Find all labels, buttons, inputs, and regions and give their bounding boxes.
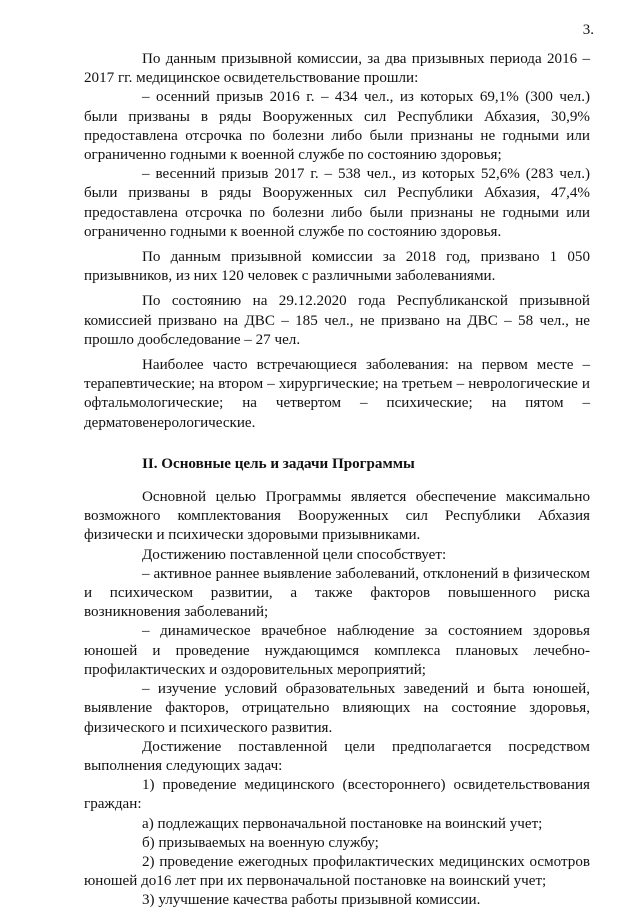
list-item-monitoring: – динамическое врачебное наблюдение за состоянием здоровья юношей и проведение нуждающимся комплекса плановых лечебно-профилактических и оздоровительных мероприятий; [84,623,590,678]
paragraph-goal-factors: Достижению поставленной цели способствует: [142,546,447,563]
paragraph-draft-2018: По данным призывной комиссии за 2018 год, призвано 1 050 призывников, из них 120 человек с различными заболеваниями. [84,249,590,285]
task-item-1a: а) подлежащих первоначальной постановке на воинский учет; [142,815,543,832]
paragraph-status-2020: По состоянию на 29.12.2020 года Республиканской призывной комиссией призвано на ДВС – 185 чел., не призвано на ДВС – 58 чел., не прошло дообследование – 27 чел. [84,293,590,348]
paragraph-tasks-intro: Достижение поставленной цели предполагается посредством выполнения следующих задач: [84,738,590,774]
section-heading: II. Основные цель и задачи Программы [142,455,415,472]
paragraph-autumn-draft-2016: – осенний призыв 2016 г. – 434 чел., из которых 69,1% (300 чел.) были призваны в ряды Вооруженных сил Республики Абхазия, 30,9% предоставлена отсрочка по болезни либо были признаны не годными или ограниченно годными к военной службе по состоянию здоровья; [84,89,590,164]
paragraph-spring-draft-2017: – весенний призыв 2017 г. – 538 чел., из которых 52,6% (283 чел.) были призваны в ряды Вооруженных сил Республики Абхазия, 47,4% предоставлена отсрочка по болезни либо были признаны не годными или ограниченно годными к военной службе по состоянию здоровья. [84,166,590,240]
paragraph-commission-intro: По данным призывной комиссии, за два призывных периода 2016 – 2017 гг. медицинское освидетельствование прошли: [84,51,590,87]
list-item-early-detection: – активное раннее выявление заболеваний, отклонений в физическом и психическом развитии, а также факторов повышенного риска возникновения заболеваний; [84,565,590,621]
task-item-1: 1) проведение медицинского (всестороннего) освидетельствования граждан: [84,777,590,813]
paragraph-common-diseases: Наиболее часто встречающиеся заболевания: на первом месте – терапевтические; на втором – хирургические; на третьем – неврологические и офтальмологические; на четвертом – психические; на пятом – дерматовенерологические. [84,357,590,431]
paragraph-main-goal: Основной целью Программы является обеспечение максимально возможного комплектования Вооруженных сил Республики Абхазия физически и психически здоровыми призывниками. [84,489,590,544]
task-item-2: 2) проведение ежегодных профилактических медицинских осмотров юношей до16 лет при их первоначальной постановке на воинский учет; [84,853,590,890]
document-body [84,50,590,911]
page-number: 3. [582,22,594,38]
task-item-3: 3) улучшение качества работы призывной комиссии. [142,892,481,909]
task-item-1b: б) призываемых на военную службу; [142,834,379,851]
list-item-conditions-study: – изучение условий образовательных заведений и быта юношей, выявление факторов, отрицательно влияющих на состояние здоровья, физического и психического развития. [84,681,590,736]
